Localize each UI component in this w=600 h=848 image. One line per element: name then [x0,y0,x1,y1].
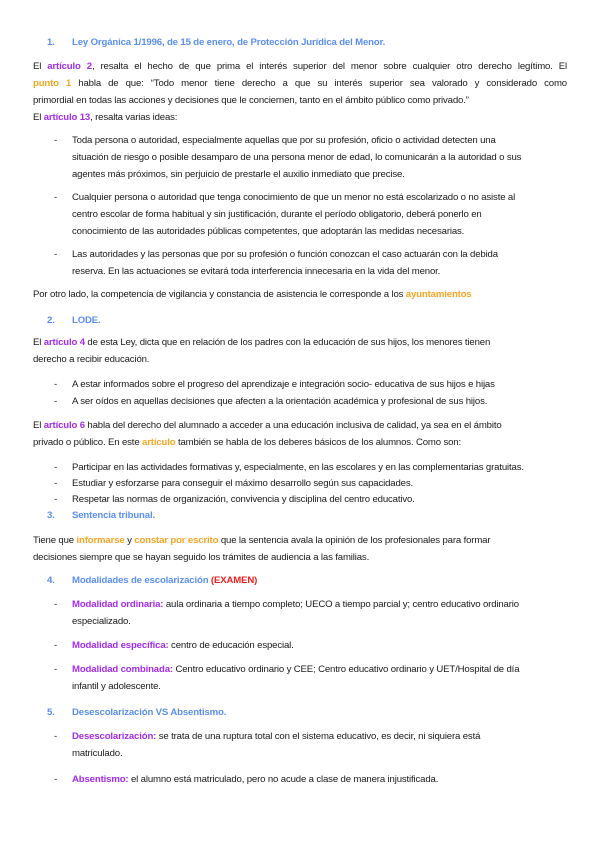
body-text: centro escolar de forma habitual y sin justificación, durante el período obligatorio, deberá ponerlo en [72,209,482,220]
body-text: también se habla de los deberes básicos de los alumnos. Como son: [175,437,462,448]
body-text: el alumno está matriculado, pero no acude a clase de manera injustificada. [128,774,439,785]
body-text: habla del derecho del alumnado a acceder a una educación inclusiva de calidad, ya sea en el ámbito [84,420,502,431]
highlighted-term: artículo 13 [43,112,91,123]
text-line [72,208,482,222]
highlighted-term: Absentismo: [72,774,129,785]
list-item [72,378,495,392]
body-text: y [124,535,135,546]
text-line [33,60,567,74]
list-item [72,248,498,262]
highlighted-term: informarse [76,535,125,546]
body-text: primordial en todas las acciones y decisiones que le conciernen, tanto en el ámbito público como privado.” [33,95,469,106]
heading-number: 3. [47,510,55,521]
text-line [33,77,567,91]
text-line [72,168,405,182]
body-text: derecho a recibir educación. [33,354,150,365]
bullet-dash: - [54,249,58,260]
body-text: aula ordinaria a tiempo completo; UECO a tiempo parcial y; centro educativo ordinario [163,599,519,610]
text-line [33,419,502,433]
section-heading [72,314,101,328]
body-text: decisiones siempre que se hayan seguido los trámites de audiencia a las familias. [33,552,370,563]
body-text: Participar en las actividades formativas y, especialmente, en las escolares y en las complementarias gratuitas. [72,462,524,473]
list-item [72,639,294,653]
heading-text: Ley Orgánica 1/1996, de 15 de enero, de Protección Jurídica del Menor. [72,37,386,48]
section-heading [72,706,226,720]
bullet-dash: - [54,462,58,473]
heading-number: 4. [47,575,55,586]
body-text: A estar informados sobre el progreso del aprendizaje e integración socio- educativa de sus hijos e hijas [72,379,495,390]
heading-number: 1. [47,37,55,48]
body-text: Tiene que [33,535,77,546]
text-line [33,353,149,367]
body-text: Por otro lado, la competencia de vigilancia y constancia de asistencia le corresponde a los [33,289,406,300]
highlighted-term: constar por escrito [134,535,219,546]
body-text: conocimiento de las autoridades públicas competentes, que adoptarán las medidas necesarias. [72,226,465,237]
highlighted-term: ayuntamientos [405,289,472,300]
body-text: Las autoridades y las personas que por su profesión o función conozcan el caso actuarán con la debida [72,249,498,260]
text-line [72,615,131,629]
bullet-dash: - [54,494,58,505]
bullet-dash: - [54,774,58,785]
highlighted-term: artículo [142,437,176,448]
text-line [72,747,122,761]
section-heading [72,509,155,523]
list-item [72,663,519,677]
highlighted-term: punto 1 [33,78,72,89]
highlighted-term: artículo 6 [43,420,85,431]
list-item [72,598,519,612]
highlighted-term: Modalidad específica: [72,640,169,651]
body-text: El [33,420,44,431]
text-line [72,225,464,239]
heading-text: Sentencia tribunal. [72,510,155,521]
text-line [33,288,472,302]
body-text: Toda persona o autoridad, especialmente aquellas que por su profesión, oficio o actividad detecten una [72,135,496,146]
body-text: centro de educación especial. [168,640,294,651]
text-line [33,551,369,565]
heading-number: 5. [47,707,55,718]
heading-number: 2. [47,315,55,326]
bullet-dash: - [54,478,58,489]
text-line [72,265,440,279]
text-line [33,436,461,450]
text-line [72,680,161,694]
bullet-dash: - [54,599,58,610]
list-item [72,191,515,205]
highlighted-term: Desescolarización: [72,731,157,742]
body-text: infantil y adolescente. [72,681,161,692]
highlighted-term: artículo 2 [47,61,92,72]
list-item [72,730,480,744]
body-text: matriculado. [72,748,123,759]
body-text: El [33,112,44,123]
body-text: Centro educativo ordinario y CEE; Centro educativo ordinario y UET/Hospital de día [172,664,520,675]
list-item [72,477,413,491]
section-heading [72,36,385,50]
bullet-dash: - [54,379,58,390]
body-text: especializado. [72,616,131,627]
text-line [33,111,177,125]
highlighted-term: (EXAMEN) [210,575,258,586]
section-heading [72,574,257,588]
bullet-dash: - [54,664,58,675]
highlighted-term: Modalidad combinada: [72,664,173,675]
body-text: agentes más próximos, sin perjuicio de prestarle el auxilio inmediato que precise. [72,169,405,180]
body-text: A ser oídos en aquellas decisiones que afecten a la orientación académica y profesional de sus hijos. [72,396,488,407]
highlighted-term: artículo 4 [43,337,85,348]
bullet-dash: - [54,640,58,651]
body-text: que la sentencia avala la opinión de los profesionales para formar [218,535,491,546]
text-line [72,151,521,165]
body-text: El [33,61,48,72]
heading-text: LODE. [72,315,101,326]
list-item [72,493,415,507]
body-text: El [33,337,44,348]
body-text: reserva. En las actuaciones se evitará toda interferencia innecesaria en la vida del menor. [72,266,441,277]
text-line [33,336,490,350]
text-line [33,534,490,548]
list-item [72,395,487,409]
body-text: se trata de una ruptura total con el sistema educativo, es decir, ni siquiera está [156,731,481,742]
body-text: , resalta el hecho de que prima el interés superior del menor sobre cualquier otro derecho legítimo. El [91,61,568,72]
body-text: Cualquier persona o autoridad que tenga conocimiento de que un menor no está escolarizado o no asiste al [72,192,516,203]
list-item [72,773,438,787]
body-text: privado o público. En este [33,437,143,448]
body-text: , resalta varias ideas: [90,112,178,123]
body-text: Estudiar y esforzarse para conseguir el máximo desarrollo según sus capacidades. [72,478,414,489]
heading-text: Modalidades de escolarización [72,575,211,586]
heading-text: Desescolarización VS Absentismo. [72,707,227,718]
bullet-dash: - [54,192,58,203]
list-item [72,461,524,475]
list-item [72,134,496,148]
text-line [33,94,469,108]
body-text: habla de que: “Todo menor tiene derecho a que su interés superior sea valorado y considerado como [71,78,567,89]
body-text: de esta Ley, dicta que en relación de los padres con la educación de sus hijos, los menores tienen [84,337,491,348]
bullet-dash: - [54,396,58,407]
bullet-dash: - [54,135,58,146]
body-text: Respetar las normas de organización, convivencia y disciplina del centro educativo. [72,494,415,505]
body-text: situación de riesgo o posible desamparo de una persona menor de edad, lo comunicarán a la autoridad o sus [72,152,522,163]
bullet-dash: - [54,731,58,742]
highlighted-term: Modalidad ordinaria: [72,599,164,610]
